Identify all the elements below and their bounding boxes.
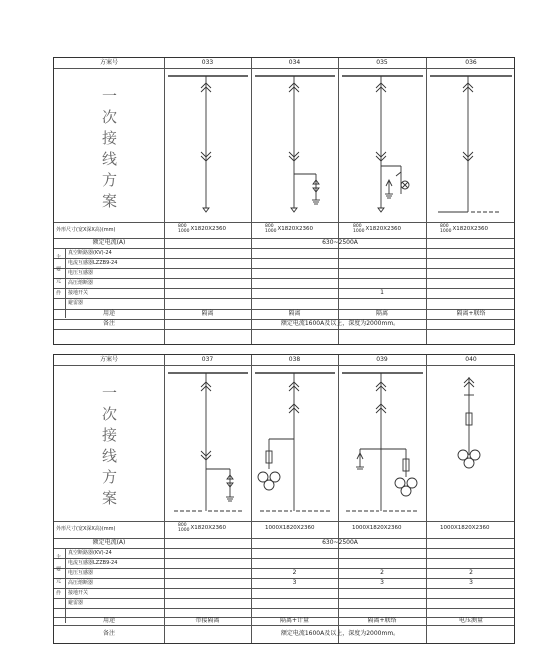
component-label: 电流互感器LZZB9-24 — [68, 259, 118, 266]
wiring-diagrams-row-1 — [54, 68, 516, 222]
usage-label: 用途 — [102, 617, 115, 624]
component-qty: 2 — [292, 569, 297, 576]
note-label: 备注 — [102, 630, 115, 637]
component-label: 电流互感器LZZB9-24 — [68, 559, 118, 566]
scheme-id: 035 — [376, 59, 388, 66]
dims-value: 800 1000 X1820X2360 — [440, 224, 488, 234]
component-qty: 2 — [380, 569, 384, 576]
component-qty: 3 — [469, 579, 473, 586]
rated-current-label: 额定电流(A) — [92, 239, 126, 246]
dims-value: 800 1000 X1820X2360 — [265, 224, 313, 234]
diagram-title: 一次接线方案 — [100, 385, 118, 511]
usage-value: 带接隔离 — [195, 617, 220, 624]
rated-current-label: 额定电流(A) — [92, 539, 126, 546]
component-label: 避雷器 — [68, 599, 84, 606]
component-label: 高压熔断器 — [68, 279, 94, 286]
component-qty: 1 — [380, 289, 384, 296]
component-label: 接地开关 — [68, 589, 89, 596]
component-label: 真空断路器(KV)-24 — [68, 549, 112, 556]
component-label: 接地开关 — [68, 289, 89, 296]
note-label: 备注 — [102, 320, 115, 327]
scheme-id: 036 — [465, 59, 477, 66]
dims-value: 800 1000 X1820X2360 — [178, 224, 226, 234]
scheme-table-1 — [53, 57, 515, 345]
dims-value: 1000X1820X2360 — [265, 525, 315, 532]
scheme-id: 033 — [201, 59, 214, 66]
usage-value: 电压测量 — [458, 617, 483, 624]
side-label: 主要元件 — [55, 254, 61, 302]
rated-current-value: 630~2500A — [322, 539, 358, 546]
component-label: 电压互感器 — [68, 269, 94, 276]
side-label: 主要元件 — [55, 554, 61, 602]
dims-label: 外形尺寸(宽X深X高)(mm) — [56, 226, 116, 233]
dims-value: 800 1000 X1820X2360 — [353, 224, 401, 234]
usage-label: 用途 — [102, 310, 115, 317]
component-qty: 2 — [469, 569, 473, 576]
usage-value: 隔离 — [288, 310, 301, 317]
component-label: 高压熔断器 — [68, 579, 94, 586]
scheme-id: 037 — [201, 356, 214, 363]
grid-line — [65, 548, 66, 623]
wiring-diagrams-row-2 — [54, 365, 516, 521]
component-qty: 3 — [292, 579, 297, 586]
dims-value: 1000X1820X2360 — [440, 525, 490, 532]
usage-value: 隔离 — [201, 310, 214, 317]
dims-value: 1000X1820X2360 — [352, 525, 402, 532]
rated-current-value: 630~2500A — [322, 239, 358, 246]
note-value: 额定电流1600A及以上，深度为2000mm。 — [280, 630, 400, 637]
scheme-id: 034 — [288, 59, 301, 66]
component-label: 避雷器 — [68, 300, 84, 306]
header-label: 方案号 — [99, 356, 118, 363]
scheme-id: 038 — [288, 356, 301, 363]
scheme-table-2 — [53, 354, 515, 644]
component-label: 电压互感器 — [68, 569, 94, 576]
scheme-id: 040 — [465, 356, 477, 363]
header-label: 方案号 — [99, 59, 118, 66]
note-value: 额定电流1600A及以上，深度为2000mm。 — [280, 320, 400, 327]
diagram-title: 一次接线方案 — [100, 88, 118, 214]
component-qty: 3 — [380, 579, 384, 586]
scheme-id: 039 — [376, 356, 388, 363]
dims-value: 800 1000 X1820X2360 — [178, 523, 226, 533]
usage-value: 隔离+计量 — [279, 617, 310, 624]
component-label: 真空断路器(KV)-24 — [68, 249, 112, 256]
dims-label: 外形尺寸(宽X深X高)(mm) — [56, 526, 116, 532]
usage-value: 隔离+联络 — [456, 310, 486, 317]
usage-value: 隔离+联络 — [367, 617, 397, 624]
usage-value: 隔离 — [375, 310, 388, 317]
